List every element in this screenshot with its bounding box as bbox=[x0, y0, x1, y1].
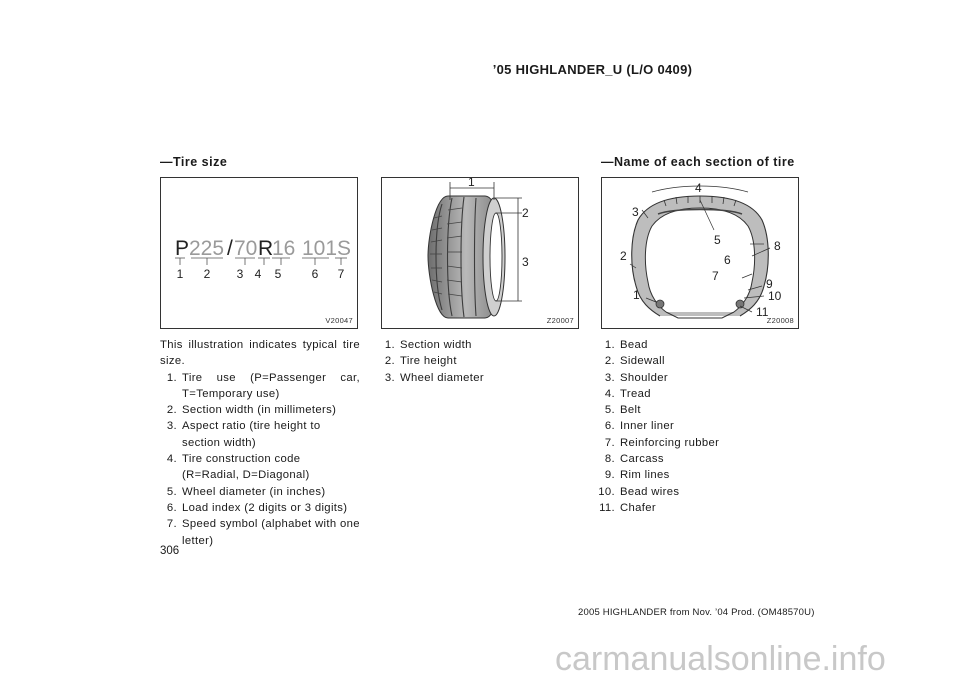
list-item: 2. Tire height bbox=[384, 355, 457, 368]
callout-3: 3 bbox=[522, 255, 529, 269]
callout-3: 3 bbox=[632, 205, 639, 219]
callout-11: 11 bbox=[756, 305, 769, 319]
list-item: 1. Tire use (P=Passenger car, T=Temporary use) bbox=[166, 371, 360, 400]
watermark-text: carmanualsonline.info bbox=[555, 640, 886, 678]
callout-2: 2 bbox=[203, 267, 211, 281]
callout-5: 5 bbox=[274, 267, 282, 281]
tire-cross-section-illustration bbox=[602, 178, 798, 328]
tire-dimensions-illustration bbox=[382, 178, 578, 328]
page-number: 306 bbox=[160, 545, 180, 557]
section-title-tire-size: —Tire size bbox=[160, 155, 228, 169]
list-item: 9. Rim lines bbox=[604, 469, 670, 482]
code-section-width: 225 bbox=[189, 237, 225, 260]
list-item: 8. Carcass bbox=[604, 453, 664, 466]
callout-6: 6 bbox=[311, 267, 319, 281]
tire-parts-description bbox=[598, 337, 798, 516]
dimensions-list bbox=[378, 337, 578, 386]
code-load-speed: 101S bbox=[302, 237, 352, 260]
callout-4: 4 bbox=[695, 181, 702, 195]
figure-tire-dimensions bbox=[381, 177, 579, 329]
list-item: 11. Chafer bbox=[599, 501, 657, 514]
callout-2: 2 bbox=[522, 206, 529, 220]
section-title-tire-parts: —Name of each section of tire bbox=[601, 155, 795, 169]
document-header: ’05 HIGHLANDER_U (L/O 0409) bbox=[492, 62, 693, 77]
list-item: 7. Speed symbol (alphabet with one letter) bbox=[166, 518, 360, 547]
list-item: 1. Bead bbox=[604, 339, 648, 351]
callout-1: 1 bbox=[468, 178, 475, 189]
list-item: 5. Belt bbox=[604, 404, 641, 417]
tire-size-description bbox=[160, 337, 360, 549]
list-item: 4. Tread bbox=[604, 387, 651, 400]
callout-1: 1 bbox=[176, 267, 184, 281]
callout-8: 8 bbox=[774, 239, 781, 253]
tire-parts-list bbox=[598, 337, 798, 516]
figure-ref-code: Z20007 bbox=[546, 316, 574, 325]
callout-7: 7 bbox=[337, 267, 345, 281]
list-item: 4. Tire construction code (R=Radial, D=Diagonal) bbox=[166, 453, 310, 482]
callout-9: 9 bbox=[766, 277, 773, 291]
list-item: 6. Inner liner bbox=[604, 420, 675, 433]
list-item: 3. Shoulder bbox=[604, 371, 669, 384]
callout-3: 3 bbox=[236, 267, 244, 281]
code-construction: R bbox=[258, 237, 274, 260]
figure-ref-code: V20047 bbox=[325, 316, 353, 325]
callout-1: 1 bbox=[633, 288, 640, 302]
list-item: 10. Bead wires bbox=[598, 485, 680, 498]
dimensions-description bbox=[378, 337, 578, 386]
callout-4: 4 bbox=[254, 267, 262, 281]
code-slash: / bbox=[227, 237, 233, 260]
list-item: 7. Reinforcing rubber bbox=[604, 436, 720, 449]
figure-tire-size-code bbox=[160, 177, 358, 329]
callout-10: 10 bbox=[768, 289, 782, 303]
list-item: 2. Section width (in millimeters) bbox=[166, 404, 337, 417]
list-item: 2. Sidewall bbox=[604, 355, 665, 368]
tire-size-intro: This illustration indicates typical tire size. bbox=[160, 339, 360, 368]
list-item: 1. Section width bbox=[384, 339, 472, 351]
callout-5: 5 bbox=[714, 233, 721, 247]
callout-7: 7 bbox=[712, 269, 719, 283]
list-item: 5. Wheel diameter (in inches) bbox=[166, 485, 326, 498]
tire-size-list bbox=[160, 370, 360, 549]
document-footer: 2005 HIGHLANDER from Nov. ’04 Prod. (OM48570U) bbox=[578, 607, 815, 618]
code-aspect-ratio: 70 bbox=[234, 237, 258, 260]
code-letter-p: P bbox=[175, 237, 190, 260]
list-item: 3. Aspect ratio (tire height to section width) bbox=[166, 420, 321, 449]
list-item: 6. Load index (2 digits or 3 digits) bbox=[166, 501, 348, 514]
code-wheel-diameter: 16 bbox=[272, 237, 296, 260]
figure-ref-code: Z20008 bbox=[766, 316, 794, 325]
list-item: 3. Wheel diameter bbox=[384, 371, 485, 384]
callout-6: 6 bbox=[724, 253, 731, 267]
tire-size-code-illustration bbox=[161, 178, 357, 328]
figure-tire-cross-section bbox=[601, 177, 799, 329]
callout-2: 2 bbox=[620, 249, 627, 263]
